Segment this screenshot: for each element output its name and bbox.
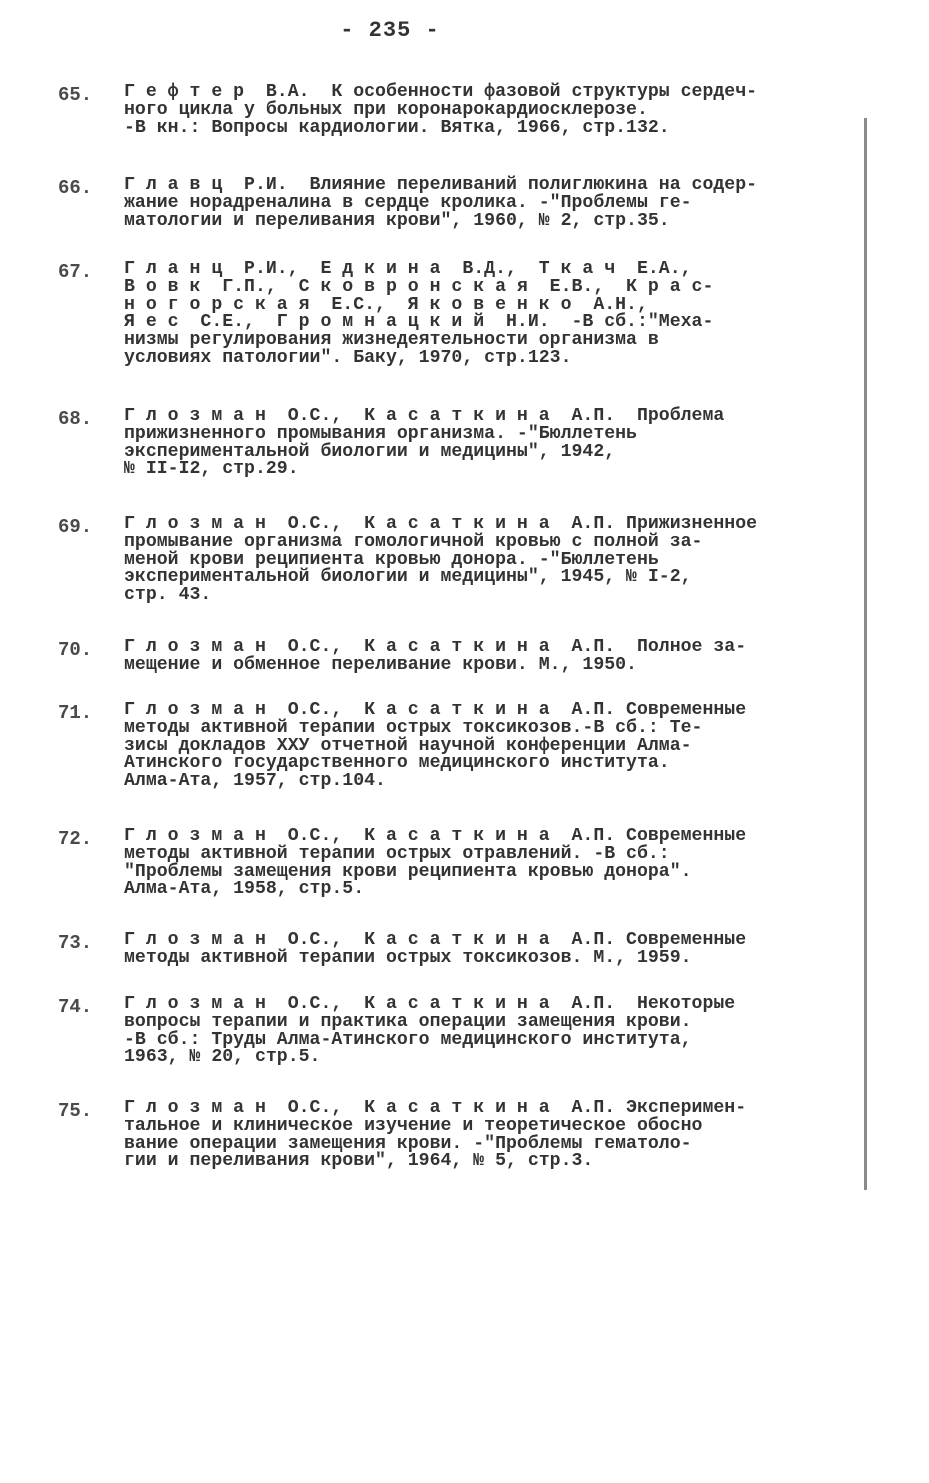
entry-number: 67.	[58, 261, 93, 283]
bibliography-entry-75	[58, 1100, 863, 1190]
bibliography-entry-70	[58, 639, 863, 702]
entry-text: Г л о з м а н О.С., К а с а т к и н а А.П. Проблема прижизненного промывания организма. -"Бюллетень экспериментальной биологии и медицины", 1942, № II-I2, стр.29.	[124, 406, 725, 480]
bibliography-entry-67	[58, 261, 863, 408]
entry-text: Г л о з м а н О.С., К а с а т к и н а А.П. Эксперимен- тальное и клиническое изучение и теоретическое обосно вание операции замещения крови. -"Проблемы гематоло- гии и переливания крови", 1964, № 5, стр.3.	[124, 1098, 747, 1172]
bibliography-entry-73	[58, 932, 863, 996]
entry-number: 68.	[58, 408, 93, 430]
entry-number: 73.	[58, 932, 93, 954]
entry-number: 74.	[58, 996, 93, 1018]
entry-text: Г л о з м а н О.С., К а с а т к и н а А.П. Современные методы активной терапии острых токсикозов.-В сб.: Те- зисы докладов XXУ отчетной научной конференции Алма- Атинского государственного медицинского института. Алма-Ата, 1957, стр.104.	[124, 700, 747, 792]
entry-number: 69.	[58, 516, 93, 538]
entry-text: Г л а н ц Р.И., Е д к и н а В.Д., Т к а ч Е.А., В о в к Г.П., С к о в р о н с к а я Е.В., К р а с- н о г о р с к а я Е.С., Я к о в е н к о А.Н., Я е с С.Е., Г р о м н а ц к и й Н.И. -В сб.:"Меха- низмы регулирования жизнедеятельности организма в условиях патологии". Баку, 1970, стр.123.	[124, 259, 714, 368]
bibliography-list	[58, 84, 863, 1190]
bibliography-entry-74	[58, 996, 863, 1100]
entry-text: Г л о з м а н О.С., К а с а т к и н а А.П. Полное за- мещение и обменное переливание крови. М., 1950.	[124, 637, 747, 675]
bibliography-entry-72	[58, 828, 863, 932]
entry-text: Г е ф т е р В.А. К особенности фазовой структуры сердеч- ного цикла у больных при коронарокардиосклерозе. -В кн.: Вопросы кардиологии. Вятка, 1966, стр.132.	[124, 82, 758, 138]
entry-number: 71.	[58, 702, 93, 724]
entry-text: Г л о з м а н О.С., К а с а т к и н а А.П. Современные методы активной терапии острых токсикозов. М., 1959.	[124, 930, 747, 968]
entry-text: Г л о з м а н О.С., К а с а т к и н а А.П. Современные методы активной терапии острых отравлений. -В сб.: "Проблемы замещения крови реципиента кровью донора". Алма-Ата, 1958, стр.5.	[124, 826, 747, 900]
bibliography-entry-66	[58, 177, 863, 261]
entry-text: Г л а в ц Р.И. Влияние переливаний полиглюкина на содер- жание норадреналина в сердце кролика. -"Проблемы ге- матологии и переливания крови", 1960, № 2, стр.35.	[124, 175, 758, 231]
entry-number: 70.	[58, 639, 93, 661]
entry-number: 66.	[58, 177, 93, 199]
margin-rule	[864, 118, 867, 1190]
entry-text: Г л о з м а н О.С., К а с а т к и н а А.П. Некоторые вопросы терапии и практика операции замещения крови. -В сб.: Труды Алма-Атинского медицинского института, 1963, № 20, стр.5.	[124, 994, 736, 1068]
entry-number: 72.	[58, 828, 93, 850]
bibliography-entry-65	[58, 84, 863, 177]
bibliography-entry-68	[58, 408, 863, 516]
entry-number: 75.	[58, 1100, 93, 1122]
entry-text: Г л о з м а н О.С., К а с а т к и н а А.П. Прижизненное промывание организма гомологичной кровью с полной за- меной крови реципиента кровью донора. -"Бюллетень экспериментальной биологии и медицины", 1945, № I-2, стр. 43.	[124, 514, 758, 606]
entry-number: 65.	[58, 84, 93, 106]
bibliography-entry-71	[58, 702, 863, 828]
bibliography-entry-69	[58, 516, 863, 639]
page-number: - 235 -	[340, 18, 440, 43]
